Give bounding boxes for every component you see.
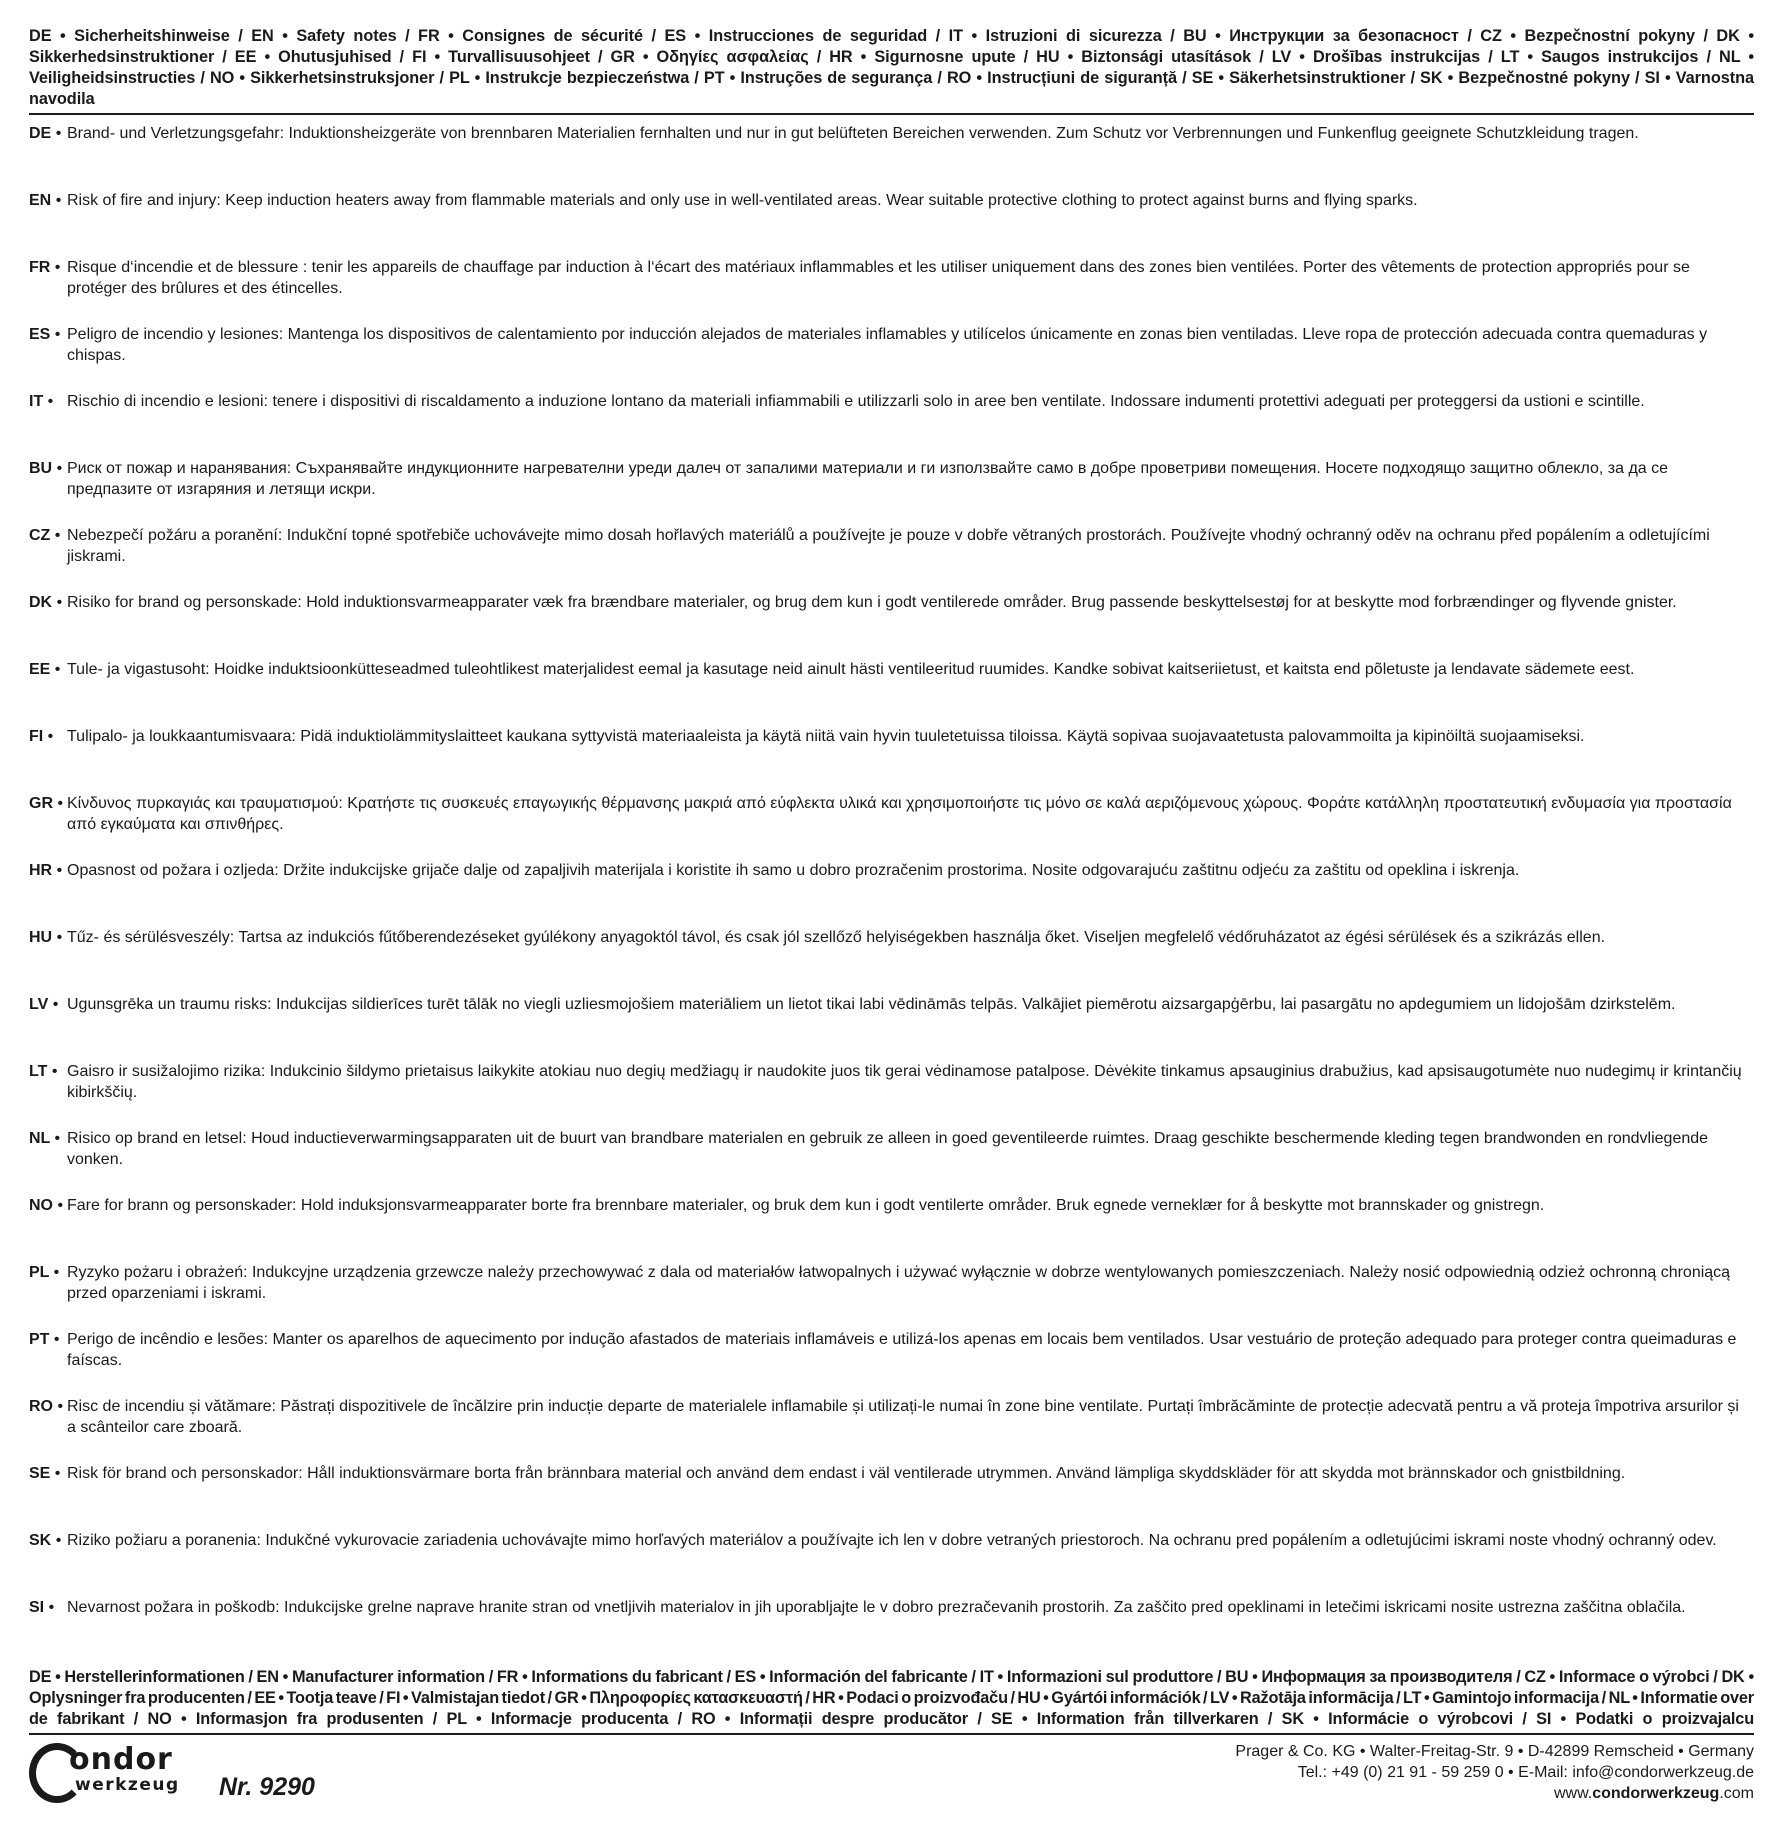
language-code: HR [29,862,53,879]
language-code: NO [29,1197,53,1214]
note-es [29,324,1754,391]
note-pt [29,1329,1754,1396]
language-code: PT [29,1331,50,1348]
safety-sheet [29,26,1754,1821]
safety-notes-list [29,123,1754,1664]
language-code: GR [29,795,53,812]
note-dk [29,592,1754,659]
bullet: • [47,728,54,745]
language-code: RO [29,1398,53,1415]
bullet: • [51,1063,58,1080]
note-hr [29,860,1754,927]
note-sk [29,1530,1754,1597]
note-text: Risk of fire and injury: Keep induction heaters away from flammable materials and only use in well-ventilated areas. Wear suitable protective clothing to protect against burns and flying sparks. [67,192,1418,209]
contact-line: Tel.: +49 (0) 21 91 - 59 259 0 • E-Mail: info@condorwerkzeug.de [1297,1764,1754,1781]
bullet: • [54,326,61,343]
address-line: Prager & Co. KG • Walter-Freitag-Str. 9 • D-42899 Remscheid • Germany [1235,1743,1754,1760]
note-text: Riziko požiaru a poranenia: Indukčné vykurovacie zariadenia uchovávajte mimo horľavých materiálov a používajte ich len v dobre vetraných priestoroch. Na ochranu pred popálením a odletujúcimi iskrami noste vhodný ochranný odev. [67,1532,1717,1549]
language-code: LT [29,1063,48,1080]
bullet: • [57,795,64,812]
note-text: Risiko for brand og personskade: Hold induktionsvarmeapparater væk fra brændbare materialer, og brug dem kun i godt ventilerede områder. Brug passende beskyttelsestøj for at beskytte mod forbrændinger og flyvende gnister. [67,594,1677,611]
note-text: Κίνδυνος πυρκαγιάς και τραυματισμού: Κρατήστε τις συσκευές επαγωγικής θέρμανσης μακριά από εύφλεκτα υλικά και χρησιμοποιήστε τις μόνο σε καλά αεριζόμενους χώρους. Φοράτε κατάλληλη προστατευτική ενδυμασία για προστασία από εγκαύματα και σπινθήρες. [67,795,1732,833]
note-ro [29,1396,1754,1463]
language-code: EE [29,661,51,678]
note-text: Gaisro ir susižalojimo rizika: Indukcinio šildymo prietaisus laikykite atokiau nuo degių medžiagų ir naudokite juos tik gerai vėdinamose patalpose. Dėvėkite tinkamus apsauginius drabužius, kad apsisaugotumėte nuo nudegimų ir krintančių kibirkščių. [67,1063,1742,1101]
bullet: • [54,259,61,276]
note-fr [29,257,1754,324]
language-code: IT [29,393,44,410]
language-code: CZ [29,527,51,544]
language-code: DK [29,594,53,611]
note-ee [29,659,1754,726]
language-code: DE [29,125,52,142]
footer [29,1741,1754,1821]
note-de [29,123,1754,190]
note-gr [29,793,1754,860]
note-text: Risk för brand och personskador: Håll induktionsvärmare borta från brännbara material och använd dem endast i väl ventilerade utrymmen. Använd lämpliga skyddskläder för att skydda mot brännskador och gnistbildning. [67,1465,1626,1482]
note-si [29,1597,1754,1664]
note-text: Perigo de incêndio e lesões: Manter os aparelhos de aquecimento por indução afastados de materiais inflamáveis e utilizá-los apenas em locais bem ventilados. Usar vestuário de proteção adequado para proteger contra queimaduras e faíscas. [67,1331,1737,1369]
condor-logo [29,1743,199,1801]
language-code: FI [29,728,44,745]
note-hu [29,927,1754,994]
language-code: LV [29,996,49,1013]
note-it [29,391,1754,458]
language-code: BU [29,460,53,477]
bullet: • [56,862,63,879]
note-text: Peligro de incendio y lesiones: Mantenga los dispositivos de calentamiento por inducción alejados de materiales inflamables y utilícelos únicamente en zonas bien ventiladas. Lleve ropa de protección adecuada contra quemaduras y chispas. [67,326,1708,364]
note-text: Tulipalo- ja loukkaantumisvaara: Pidä induktiolämmityslaitteet kaukana syttyvistä materiaaleista ja käytä niitä vain hyvin tuuletetuissa tiloissa. Käytä sopivaa suojavaatetusta palovammoilta ja kipinöiltä suojaamiseksi. [67,728,1585,745]
note-nl [29,1128,1754,1195]
bullet: • [56,594,63,611]
bullet: • [55,125,62,142]
note-text: Brand- und Verletzungsgefahr: Induktionsheizgeräte von brennbaren Materialien fernhalten und nur in gut belüfteten Bereichen verwenden. Zum Schutz vor Verbrennungen und Funkenflug geeignete Schutzkleidung tragen. [67,125,1639,142]
note-se [29,1463,1754,1530]
note-text: Risc de incendiu și vătămare: Păstrați dispozitivele de încălzire prin inducție departe de materialele inflamabile și utilizați-le numai în zone bine ventilate. Purtați îmbrăcăminte de protecție adecvată pentru a vă proteja împotriva arsurilor și a scânteilor care zboară. [67,1398,1739,1436]
language-code: PL [29,1264,50,1281]
note-en [29,190,1754,257]
note-text: Tule- ja vigastusoht: Hoidke induktsioonkütteseadmed tuleohtlikest materjalidest eemal ja kasutage neid ainult hästi ventileeritud ruumides. Kandke sobivat kaitseriietust, et kaitsta end põletuste ja lendavate sädemete eest. [67,661,1635,678]
bullet: • [52,996,59,1013]
web-suffix: .com [1719,1785,1754,1802]
bullet: • [54,1130,61,1147]
bullet: • [56,460,63,477]
bullet: • [54,1465,61,1482]
note-text: Fare for brann og personskader: Hold induksjonsvarmeapparater borte fra brennbare materialer, og bruk dem kun i godt ventilerte områder. Bruk egnede verneklær for å beskytte mot brannskader og gnistregn. [67,1197,1545,1214]
language-code: SI [29,1599,45,1616]
web-prefix: www. [1553,1785,1593,1802]
note-text: Risico op brand en letsel: Houd inductieverwarmingsapparaten uit de buurt van brandbare materialen en gebruik ze alleen in goed geventileerde ruimtes. Draag geschikte beschermende kleding tegen brandwonden en rondvliegende vonken. [67,1130,1709,1168]
bullet: • [55,1532,62,1549]
bullet: • [57,1197,64,1214]
note-text: Ryzyko pożaru i obrażeń: Indukcyjne urządzenia grzewcze należy przechowywać z dala od materiałów łatwopalnych i używać wyłącznie w dobrze wentylowanych pomieszczeniach. Należy nosić odpowiednią odzież ochronną chroniącą przed oparzeniami i iskrami. [67,1264,1731,1302]
note-lt [29,1061,1754,1128]
bullet: • [55,192,62,209]
language-code: SK [29,1532,52,1549]
product-number: Nr. 9290 [219,1773,315,1801]
language-code: ES [29,326,51,343]
manufacturer-address [1235,1741,1754,1804]
web-domain: condorwerkzeug [1592,1785,1720,1802]
note-cz [29,525,1754,592]
bullet: • [53,1264,60,1281]
note-text: Nebezpečí požáru a poranění: Indukční topné spotřebiče uchovávejte mimo dosah hořlavých materiálů a používejte je pouze v dobře větraných prostorách. Používejte vhodný ochranný oděv na ochranu před popálením a odletujícími jiskrami. [67,527,1710,565]
note-text: Nevarnost požara in poškodb: Indukcijske grelne naprave hranite stran od vnetljivih materialov in jih uporabljajte le v dobro prezračevanih prostorih. Za zaščito pred opeklinami in letečimi iskricami nosite ustrezna zaščitna oblačila. [67,1599,1686,1616]
note-text: Риск от пожар и наранявания: Съхранявайте индукционните нагревателни уреди далеч от запалими материали и ги използвайте само в добре проветриви помещения. Носете подходящо защитно облекло, за да се предпазите от изгаряния и летящи искри. [67,460,1669,498]
bullet: • [57,1398,64,1415]
logo-wordmark: ondor [69,1742,173,1777]
language-code: HU [29,929,53,946]
safety-notes-title: DE • Sicherheitshinweise / EN • Safety notes / FR • Consignes de sécurité / ES • Instrucciones de seguridad / IT • Istruzioni di sicurezza / BU • Инструкции за безопасност / CZ • Bezpečnostní pokyny / DK • Sikkerhedsinstruktioner / EE • Ohutusjuhised / FI • Turvallisuusohjeet / GR • Οδηγίες ασφαλείας / HR • Sigurnosne upute / HU • Biztonsági utasítások / LV • Drošības instrukcijas / LT • Saugos instrukcijos / NL • Veiligheidsinstructies / NO • Sikkerhetsinstruksjoner / PL • Instrukcje bezpieczeństwa / PT • Instruções de segurança / RO • Instrucțiuni de siguranță / SE • Säkerhetsinstruktioner / SK • Bezpečnostné pokyny / SI • Varnostna navodila [29,26,1754,115]
bullet: • [54,527,61,544]
bullet: • [47,393,54,410]
language-code: NL [29,1130,51,1147]
logo-subline: werkzeug [75,1775,180,1795]
note-lv [29,994,1754,1061]
website-link[interactable] [1235,1783,1754,1804]
note-pl [29,1262,1754,1329]
note-text: Opasnost od požara i ozljeda: Držite indukcijske grijače dalje od zapaljivih materijala i koristite ih samo u dobro prozračenim prostorima. Nosite odgovarajuću zaštitnu odjeću za zaštitu od opeklina i iskrenja. [67,862,1520,879]
language-code: FR [29,259,51,276]
note-no [29,1195,1754,1262]
note-text: Risque d‘incendie et de blessure : tenir les appareils de chauffage par induction à l‘écart des matériaux inflammables et les utiliser uniquement dans des zones bien ventilées. Porter des vêtements de protection appropriés pour se protéger des brûlures et des étincelles. [67,259,1690,297]
manufacturer-info-title: DE • Herstellerinformationen / EN • Manufacturer information / FR • Informations du fabricant / ES • Información del fabricante / IT • Informazioni sul produttore / BU • Информация за производителя / CZ • Informace o výrobci / DK • Oplysninger fra producenten / EE • Tootja teave / FI • Valmistajan tiedot / GR • Πληροφορίες κατασκευαστή / HR • Podaci o proizvođaču / HU • Gyártói információk / LV • Ražotāja informācija / LT • Gamintojo informacija / NL • Informatie over de fabrikant / NO • Informasjon fra produsenten / PL • Informacje producenta / RO • Informații despre producător / SE • Information från tillverkaren / SK • Informácie o výrobcovi / SI • Podatki o proizvajalcu [29,1667,1754,1735]
bullet: • [56,929,63,946]
bullet: • [48,1599,55,1616]
language-code: EN [29,192,52,209]
bullet: • [54,661,61,678]
note-text: Rischio di incendio e lesioni: tenere i dispositivi di riscaldamento a induzione lontano da materiali infiammabili e utilizzarli solo in aree ben ventilate. Indossare indumenti protettivi adeguati per proteggersi da ustioni e scintille. [67,393,1645,410]
note-fi [29,726,1754,793]
note-text: Tűz- és sérülésveszély: Tartsa az indukciós fűtőberendezéseket gyúlékony anyagoktól távol, és csak jól szellőző helyiségekben használja őket. Viseljen megfelelő védőruházatot az égési sérülések és a szikrázás ellen. [67,929,1606,946]
note-bu [29,458,1754,525]
bullet: • [53,1331,60,1348]
language-code: SE [29,1465,51,1482]
note-text: Ugunsgrēka un traumu risks: Indukcijas sildierīces turēt tālāk no viegli uzliesmojošiem materiāliem un lietot tikai labi vēdināmās telpās. Valkājiet piemērotu aizsargapģērbu, lai pasargātu no apdegumiem un lidojošām dzirkstelēm. [67,996,1676,1013]
